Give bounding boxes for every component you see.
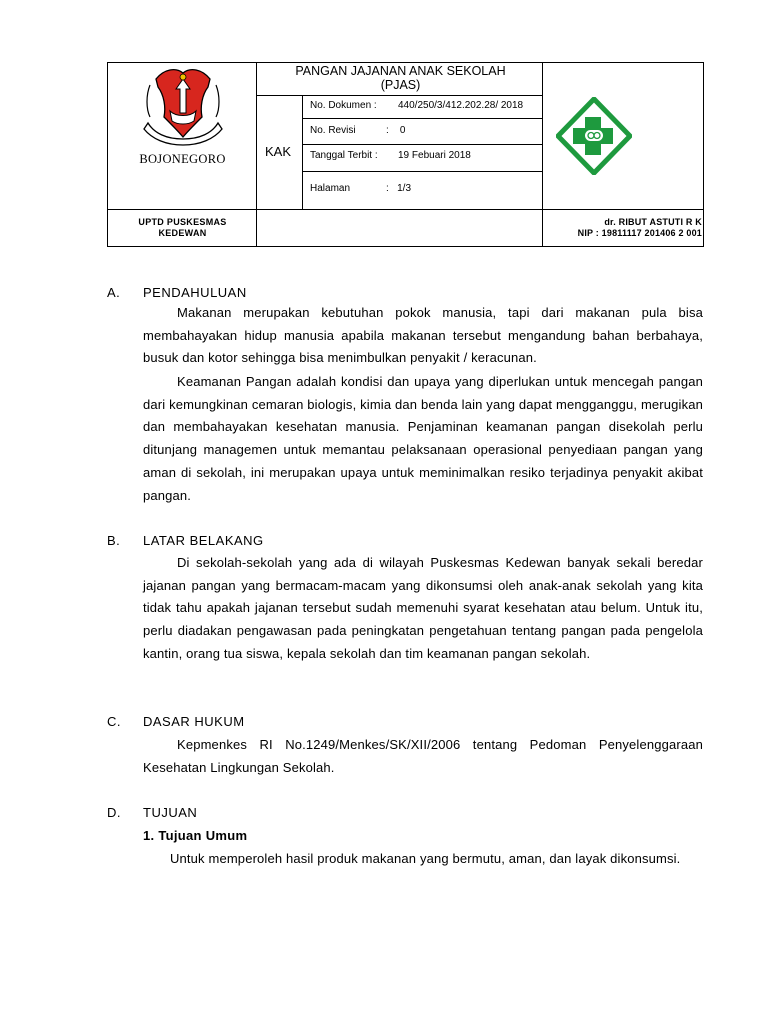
doc-row-value: 19 Febuari 2018: [398, 150, 471, 161]
puskesmas-cross-icon: [556, 97, 632, 175]
doc-row-date: [310, 150, 471, 161]
doc-row-number: [310, 100, 523, 111]
paragraph-text: Keamanan Pangan adalah kondisi dan upaya yang diperlukan untuk mencegah pangan dari kemungkinan cemaran biologis, kimia dan benda lain yang dapat mengganggu, merugikan dan membahayakan kesehatan manusia. Penjaminan keamanan pangan disekolah perlu ditunjang managemen untuk memantau pelaksanaan operasional penyediaan pangan yang aman di sekolah, ini merupakan upaya untuk meminimalkan resiko terjadinya penyakit akibat pangan.: [143, 374, 703, 503]
paragraph-text: Kepmenkes RI No.1249/Menkes/SK/XII/2006 tentang Pedoman Penyelenggaraan Kesehatan Lingkungan Sekolah.: [143, 737, 703, 775]
unit-name: [108, 217, 257, 239]
org-name: BOJONEGORO: [139, 152, 226, 166]
paragraph-b-1: [143, 552, 703, 666]
section-title: DASAR HUKUM: [143, 714, 245, 729]
paragraph-d-1: Untuk memperoleh hasil produk makanan yang bermutu, aman, dan layak dikonsumsi.: [170, 851, 681, 866]
document-title: [258, 63, 543, 92]
section-title: TUJUAN: [143, 805, 198, 820]
doc-row-value: 440/250/3/412.202.28/ 2018: [398, 100, 524, 111]
document-header-table: [107, 62, 704, 247]
paragraph-a-2: [143, 371, 703, 507]
signatory-nip: NIP : 19811117 201406 2 001: [577, 228, 702, 238]
section-letter: D.: [107, 805, 121, 820]
paragraph-c-1: [143, 734, 703, 779]
section-letter: B.: [107, 533, 121, 548]
title-line-2: (PJAS): [380, 78, 421, 92]
paragraph-a-1: [143, 302, 703, 370]
doc-row-page: [310, 183, 411, 194]
unit-line-1: UPTD PUSKESMAS: [138, 217, 227, 227]
unit-line-2: KEDEWAN: [158, 228, 207, 238]
bojonegoro-emblem-icon: [136, 65, 230, 149]
doc-row-revision: [310, 125, 405, 136]
paragraph-text: Di sekolah-sekolah yang ada di wilayah Puskesmas Kedewan banyak sekali beredar jajanan pangan yang bermacam-macam yang dikonsumsi oleh anak-anak sekolah yang kita tidak tahu apakah jajanan tersebut sudah memenuhi syarat kesehatan atau belum. Untuk itu, perlu diadakan pengawasan pada peningkatan pengetahuan tentang pangan pada pengelola kantin, orang tua siswa, kepala sekolah dan tim keamanan pangan sekolah.: [143, 555, 703, 661]
doc-row-value: : 0: [386, 125, 406, 136]
puskesmas-logo: [556, 97, 632, 180]
subheading-tujuan-umum: 1. Tujuan Umum: [143, 828, 248, 843]
section-title: LATAR BELAKANG: [143, 533, 264, 548]
doc-row-label: Halaman: [310, 183, 351, 194]
title-line-1: PANGAN JAJANAN ANAK SEKOLAH: [295, 64, 506, 78]
doc-row-label: Tanggal Terbit :: [310, 150, 378, 161]
doc-row-value: : 1/3: [386, 183, 412, 194]
doc-row-label: No. Dokumen :: [310, 100, 377, 111]
section-letter: C.: [107, 714, 121, 729]
signatory-name: dr. RIBUT ASTUTI R K: [604, 217, 702, 227]
signatory-block: [544, 217, 702, 239]
bojonegoro-logo-cell: [108, 63, 257, 209]
paragraph-text: Makanan merupakan kebutuhan pokok manusia, tapi dari makanan pula bisa membahayakan hidup manusia apabila makanan tersebut mengandung bahan berbahaya, busuk dan kotor sehingga bisa menimbulkan penyakit / keracunan.: [143, 305, 703, 366]
section-letter: A.: [107, 285, 121, 300]
document-type: KAK: [265, 144, 292, 159]
doc-row-label: No. Revisi: [310, 125, 356, 136]
section-title: PENDAHULUAN: [143, 285, 247, 300]
